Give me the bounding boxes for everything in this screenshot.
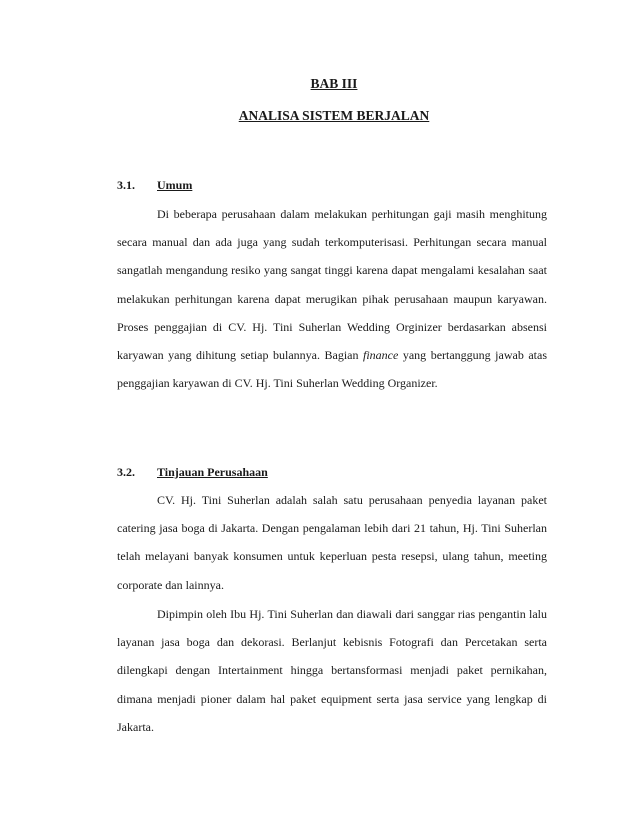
chapter-subtitle: ANALISA SISTEM BERJALAN: [238, 108, 430, 123]
chapter-title: BAB III: [310, 76, 358, 91]
paragraph-text-start: Di beberapa perusahaan dalam melakukan perhitungan gaji masih menghitung secara manual dan ada juga yang sudah terkomputerisasi. Perhitungan secara manual sangatlah mengandung resiko yang sangat tinggi karena dapat mengalami kesalahan saat melakukan perhitungan karena dapat merugikan pihak perusahaan maupun karyawan. Proses penggajian di CV. Hj. Tini Suherlan Wedding Orginizer berdasarkan absensi karyawan yang dihitung setiap bulannya. Bagian: [117, 207, 547, 363]
section-title: Umum: [157, 178, 193, 192]
paragraph-umum: [117, 200, 547, 397]
section-heading-tinjauan: [117, 465, 268, 480]
emphasis-finance: finance: [363, 348, 399, 363]
section-number: 3.1.: [117, 178, 135, 192]
section-title: Tinjauan Perusahaan: [157, 465, 268, 479]
section-number: 3.2.: [117, 465, 135, 479]
paragraph-text-end: yang bertanggung jawab atas penggajian karyawan di CV. Hj. Tini Suherlan Wedding Organizer.: [117, 348, 548, 391]
paragraph-tinjauan-1: CV. Hj. Tini Suherlan adalah salah satu perusahaan penyedia layanan paket catering jasa boga di Jakarta. Dengan pengalaman lebih dari 21 tahun, Hj. Tini Suherlan telah melayani banyak konsumen untuk keperluan pesta resepsi, ulang tahun, meeting corporate dan lainnya.: [117, 493, 547, 592]
paragraph-tinjauan-2: Dipimpin oleh Ibu Hj. Tini Suherlan dan diawali dari sanggar rias pengantin lalu layanan jasa boga dan dekorasi. Berlanjut kebisnis Fotografi dan Percetakan serta dilengkapi dengan Intertainment hingga bertansformasi menjadi paket pernikahan, dimana menjadi pioner dalam hal paket equipment serta jasa service yang lengkap di Jakarta.: [117, 607, 547, 734]
section-heading-umum: [117, 178, 192, 193]
